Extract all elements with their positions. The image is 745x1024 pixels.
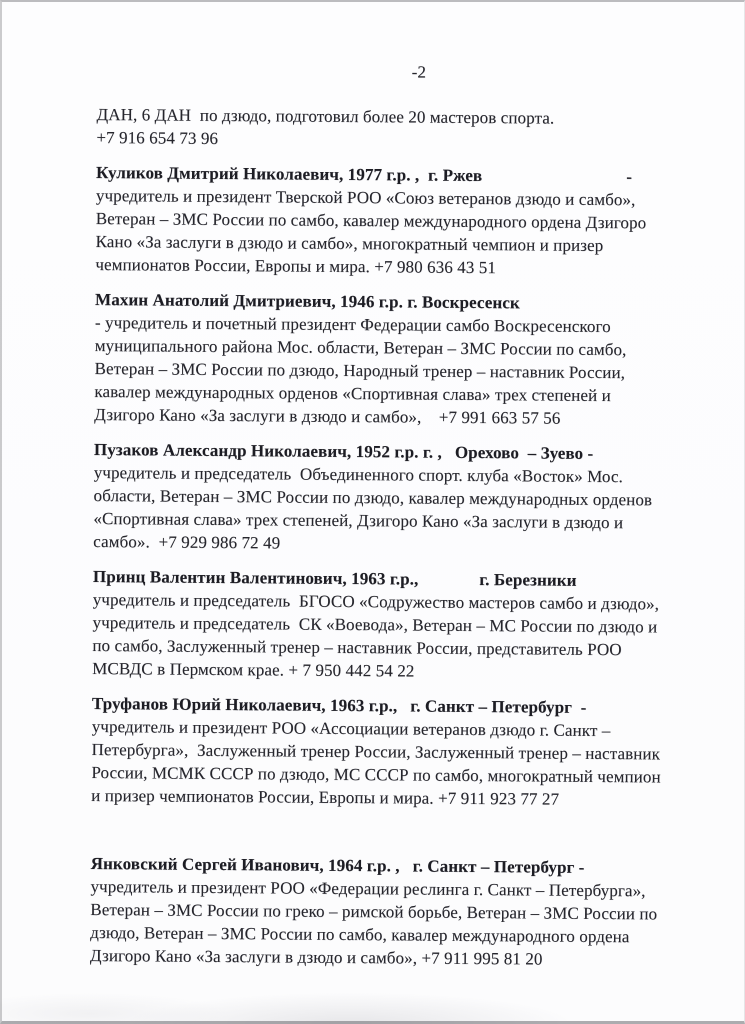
entry-line: «Спортивная слава» трех степеней, Дзигоро Кано «За заслуги в дзюдо и (93, 508, 624, 533)
person-entry-trufanov (91, 692, 674, 812)
entry-line: Ветеран – ЗМС России по самбо, кавалер международного ордена Дзигоро (95, 208, 647, 233)
person-entry-prints (92, 565, 675, 685)
entry-line: самбо». +7 929 986 72 49 (93, 531, 281, 553)
entry-name: Пузаков Александр Николаевич, 1952 г.р. г. , Орехово – Зуево - (93, 439, 594, 463)
entry-line: - учредитель и почетный президент Федерации самбо Воскресенского (94, 312, 611, 337)
entry-line: Ветеран – ЗМС России по греко – римской борьбе, Ветеран – ЗМС России по (90, 899, 658, 924)
entry-line: Петербурга», Заслуженный тренер России, Заслуженный тренер – наставник (91, 739, 661, 764)
entry-name: Янковский Сергей Иванович, 1964 г.р. , г. Санкт – Петербург - (90, 853, 585, 877)
entry-line: учредитель и председатель БГОСО «Содружество мастеров самбо и дзюдо», (92, 589, 660, 614)
entry-line: учредитель и президент РОО «Ассоциации ветеранов дзюдо г. Санкт – (91, 716, 611, 741)
entry-line: области, Ветеран – ЗМС России по дзюдо, кавалер международных орденов (93, 485, 653, 510)
entry-line: кавалер международных орденов «Спортивная слава» трех степеней и (94, 381, 611, 406)
entry-name: Куликов Дмитрий Николаевич, 1977 г.р. , г. Ржев (96, 162, 483, 186)
entry-line: по самбо, Заслуженный тренер – наставник России, представитель РОО (92, 635, 622, 660)
person-entry-puzakov (93, 438, 676, 558)
entry-line: Дзигоро Кано «За заслуги в дзюдо и самбо», +7 991 663 57 56 (94, 404, 561, 428)
entry-line: учредитель и президент Тверской РОО «Союз ветеранов дзюдо и самбо», (95, 185, 636, 210)
entry-heading-dash: - (626, 167, 633, 187)
entry-line: учредитель и президент РОО «Федерации реслинга г. Санкт – Петербурга», (90, 876, 646, 901)
person-entry-yankovsky (90, 852, 673, 972)
entry-name: Принц Валентин Валентинович, 1963 г.р., г. Березники (92, 566, 577, 590)
entry-line: Дзигоро Кано «За заслуги в дзюдо и самбо», +7 911 995 81 20 (89, 945, 543, 969)
entry-line: России, МСМК СССР по дзюдо, МС СССР по самбо, многократный чемпион (91, 762, 661, 787)
entry-line: Кано «За заслуги в дзюдо и самбо», многократный чемпион и призер (95, 231, 604, 255)
intro-paragraph (96, 103, 678, 154)
entry-name: Труфанов Юрий Николаевич, 1963 г.р., г. Санкт – Петербург - (91, 693, 587, 717)
entry-line: дзюдо, Ветеран – ЗМС России по самбо, кавалер международного ордена (90, 922, 630, 947)
scanned-page (90, 58, 679, 972)
person-entry-makhin (94, 288, 677, 431)
intro-phone: +7 916 654 73 96 (96, 127, 219, 148)
page-number: -2 (411, 62, 427, 82)
intro-line: ДАН, 6 ДАН по дзюдо, подготовил более 20 мастеров спорта. (96, 104, 555, 128)
entry-name: Махин Анатолий Дмитриевич, 1946 г.р. г. Воскресенск (95, 289, 520, 313)
person-entry-kulikov (95, 161, 678, 281)
entry-line: МСВДС в Пермском крае. + 7 950 442 54 22 (92, 658, 415, 681)
entry-line: чемпионатов России, Европы и мира. +7 980 636 43 51 (95, 254, 497, 278)
entry-line: учредитель и председатель СК «Воевода», Ветеран – МС России по дзюдо и (92, 612, 658, 637)
entry-line: Ветеран – ЗМС России по дзюдо, Народный тренер – наставник России, (94, 358, 626, 383)
entry-line: муниципального района Мос. области, Ветеран – ЗМС России по самбо, (94, 335, 627, 360)
entry-line: учредитель и председатель Объединенного спорт. клуба «Восток» Мос. (93, 462, 624, 487)
entry-line: и призер чемпионатов России, Европы и мира. +7 911 923 77 27 (91, 785, 560, 809)
